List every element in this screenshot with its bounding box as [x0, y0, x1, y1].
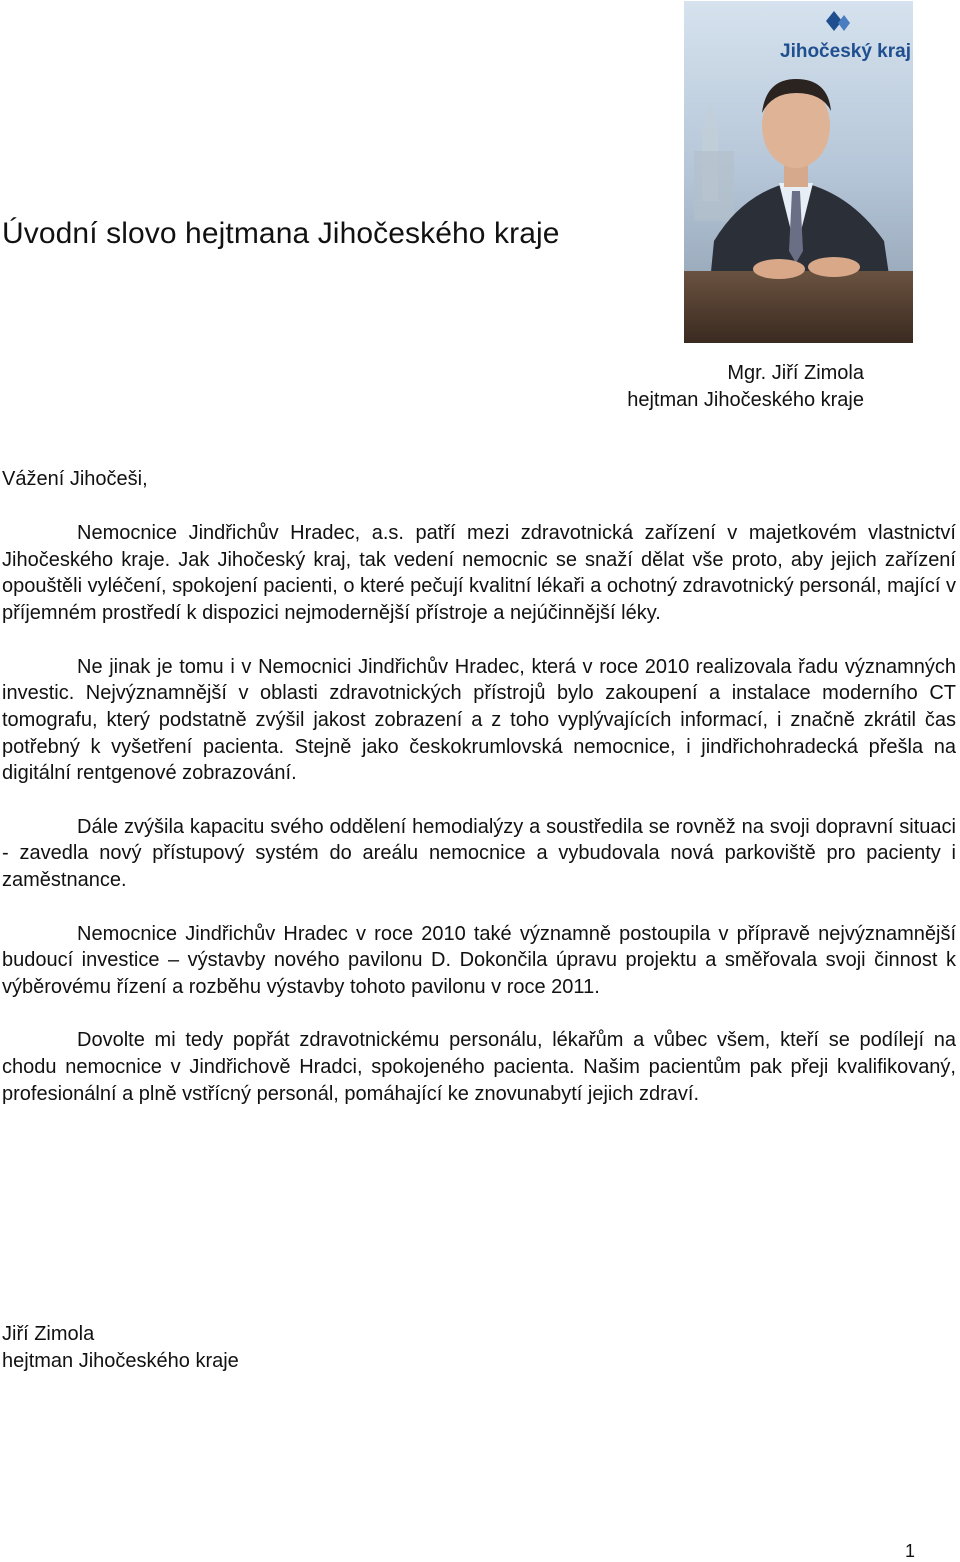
photo-logo-text: Jihočeský kraj [780, 41, 911, 62]
author-block-top [600, 360, 864, 414]
paragraph: Dovolte mi tedy popřát zdravotnickému personálu, lékařům a vůbec všem, kteří se podílejí na chodu nemocnice v Jindřichově Hradci, spokojeného pacienta. Našim pacientům pak přeji kvalifikovaný, profesionální a plně vstřícný personál, pomáhající ke znovunabytí jejich zdraví. [2, 1029, 956, 1105]
portrait-photo [684, 1, 913, 343]
signature-role: hejtman Jihočeského kraje [2, 1350, 239, 1372]
author-name: Mgr. Jiří Zimola [727, 362, 864, 384]
signature-name: Jiří Zimola [2, 1323, 95, 1345]
page-title: Úvodní slovo hejtmana Jihočeského kraje [2, 217, 560, 250]
paragraph: Dále zvýšila kapacitu svého oddělení hemodialýzy a soustředila se rovněž na svoji dopravní situaci - zavedla nový přístupový systém do areálu nemocnice a vybudovala nová parkoviště pro pacienty i zaměstnance. [2, 815, 956, 892]
paragraph: Ne jinak je tomu i v Nemocnici Jindřichův Hradec, která v roce 2010 realizovala řadu významných investic. Nejvýznamnější v oblasti zdravotnických přístrojů bylo zakoupení a instalace moderního CT tomografu, který podstatně zvýšil jakost zobrazení a z toho vyplývajících informací, i značně zkrátil čas potřebný k vyšetření pacienta. Stejně jako českokrumlovská nemocnice, i jindřichohradecká přešla na digitální rentgenové zobrazování. [2, 655, 956, 785]
author-role: hejtman Jihočeského kraje [627, 389, 864, 411]
letter-body [2, 520, 956, 1134]
page-number: 1 [905, 1541, 916, 1561]
signature-block [2, 1321, 239, 1375]
paragraph: Nemocnice Jindřichův Hradec v roce 2010 také významně postoupila v přípravě nejvýznamnější budoucí investice – výstavby nového pavilonu D. Dokončila úpravu projektu a směřovala svoji činnost k výběrovému řízení a rozběhu výstavby tohoto pavilonu v roce 2011. [2, 922, 956, 998]
greeting: Vážení Jihočeši, [2, 468, 148, 490]
paragraph: Nemocnice Jindřichův Hradec, a.s. patří mezi zdravotnická zařízení v majetkovém vlastnictví Jihočeského kraje. Jak Jihočeský kraj, tak vedení nemocnic se snaží dělat vše proto, aby jejich zařízení opouštěli vyléčení, spokojení pacienti, o které pečují kvalitní lékaři a ochotný zdravotnický personál, mající v příjemném prostředí k dispozici nejmodernější přístroje a nejúčinnější léky. [2, 522, 956, 625]
